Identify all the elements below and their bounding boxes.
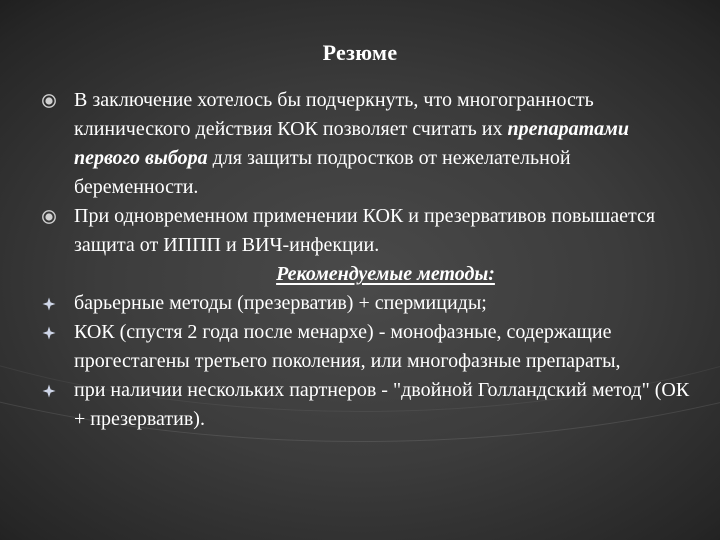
slide-title: Резюме <box>322 40 398 65</box>
circle-bullet-icon <box>42 210 56 224</box>
method-2-text: КОК (спустя 2 года после менархе) - монофазные, содержащие прогестагены третьего поколения, или многофазные препараты, <box>74 321 621 372</box>
item1-emphasis: препаратами первого выбора <box>74 118 629 169</box>
method-1-text: барьерные методы (презерватив) + спермициды; <box>74 292 487 314</box>
method-item-2 <box>42 318 697 376</box>
item2-text: При одновременном применении КОК и презервативов повышается защита от ИППП и ВИЧ-инфекции. <box>74 205 656 256</box>
method-3-text: при наличии нескольких партнеров - "двойной Голландский метод" (ОК + презерватив). <box>74 379 690 430</box>
circle-bullet-icon <box>42 94 56 108</box>
item1-text-end: для защиты подростков от нежелательной беременности. <box>74 147 571 198</box>
method-item-3 <box>42 376 697 434</box>
bullet-item-2 <box>42 202 697 260</box>
slide-content <box>42 86 697 434</box>
bullet-item-1 <box>42 86 697 202</box>
diamond-bullet-icon <box>42 297 56 311</box>
methods-heading: Рекомендуемые методы: <box>276 263 495 285</box>
item1-text-start: В заключение хотелось бы подчеркнуть, что многогранность клинического действия КОК позволяет считать их <box>74 89 594 140</box>
diamond-bullet-icon <box>42 384 56 398</box>
method-item-1 <box>42 289 697 318</box>
diamond-bullet-icon <box>42 326 56 340</box>
